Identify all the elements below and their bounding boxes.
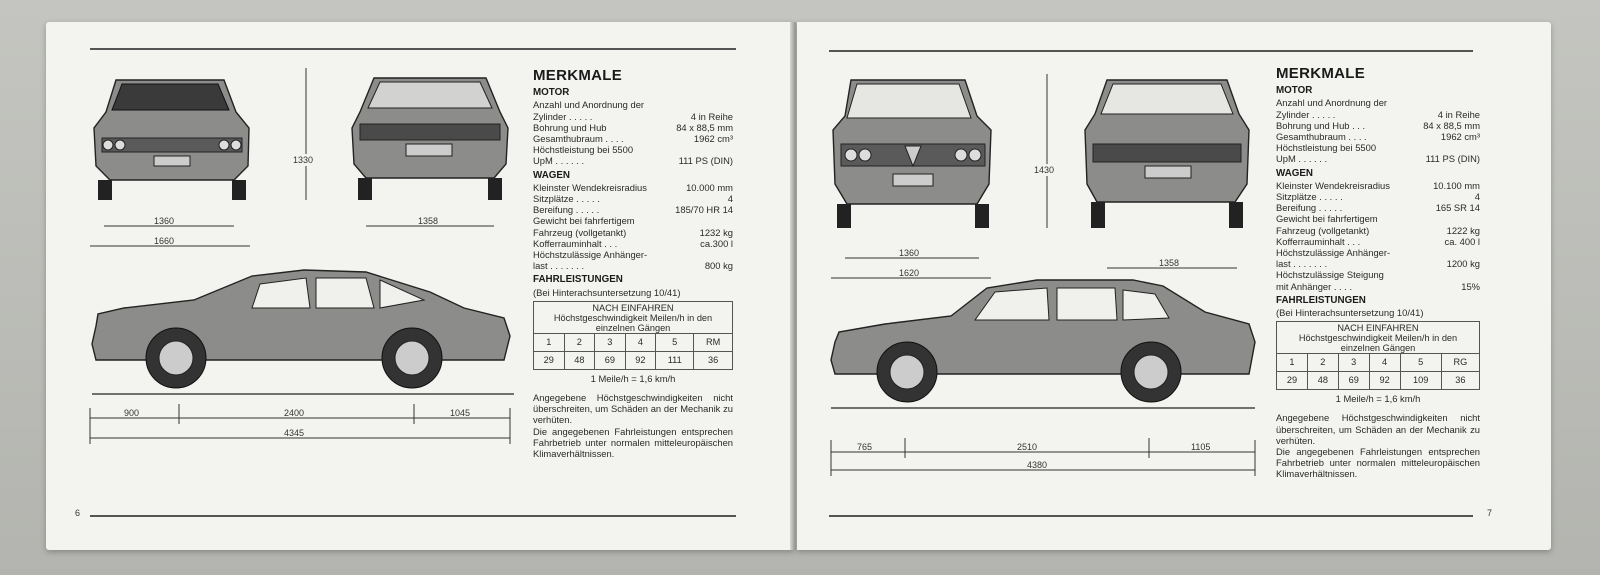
left-page [46, 22, 794, 550]
specs-title: MERKMALE [533, 67, 623, 84]
dim-wheelbase: 2510 [1017, 442, 1038, 452]
spec-row [1276, 97, 1480, 108]
speed-table [533, 301, 733, 370]
spec-row [1276, 269, 1480, 280]
speed-table-header-title: NACH EINFAHREN [1337, 323, 1419, 334]
speed-table-header-caption: Höchstgeschwindigkeit Meilen/h in den einzelnen Gängen [553, 312, 713, 333]
spec-row [1276, 142, 1480, 153]
spec-label: Kleinster Wendekreisradius [1276, 179, 1390, 191]
spec-value: 15% [1461, 280, 1480, 292]
spec-label: last . . . . . . . [1276, 258, 1328, 270]
spec-value: 111 PS (DIN) [678, 155, 733, 167]
speed-cell: 48 [1307, 372, 1338, 390]
dim-front-overhang: 765 [857, 442, 873, 452]
motor-heading: MOTOR [533, 87, 570, 99]
spec-label: Bereifung . . . . . [533, 204, 600, 216]
gear-cell: RG [1441, 354, 1479, 372]
spec-label: Bereifung . . . . . [1276, 202, 1343, 214]
dim-rear-overhang: 1045 [450, 408, 471, 418]
spec-label: Fahrzeug (vollgetankt) [1276, 224, 1370, 236]
spec-label: Kleinster Wendekreisradius [533, 181, 647, 193]
wagen-heading: WAGEN [1276, 167, 1314, 179]
spec-value: 4 [1474, 191, 1480, 203]
gear-cell: 2 [1307, 354, 1338, 372]
speed-cell: 109 [1400, 372, 1441, 390]
dim-height: 1330 [293, 155, 314, 165]
spec-value: 185/70 HR 14 [675, 204, 733, 216]
top-rule [829, 50, 1473, 52]
spec-row [1276, 202, 1480, 213]
spec-value: 111 PS (DIN) [1425, 153, 1480, 165]
mph-conversion: 1 Meile/h = 1,6 km/h [1335, 393, 1421, 405]
spec-row [1276, 281, 1480, 292]
gear-cell: 5 [1400, 354, 1441, 372]
warning-paragraph: Angegebene Höchstgeschwindigkeiten nicht überschreiten, um Schäden an der Mechanik zu verhüten. [1276, 412, 1480, 446]
rear-view [1085, 80, 1249, 228]
spec-label: Zylinder . . . . . [1276, 108, 1336, 120]
spec-label: Anzahl und Anordnung der [533, 99, 645, 111]
dim-rear-track: 1358 [418, 216, 439, 226]
spec-label: Zylinder . . . . . [533, 110, 593, 122]
spec-value: 165 SR 14 [1435, 202, 1480, 214]
speed-cell: 92 [625, 351, 656, 369]
spec-row [533, 99, 733, 110]
speed-table-header [1277, 322, 1480, 354]
spec-label: Anzahl und Anordnung der [1276, 97, 1388, 109]
spec-row [1276, 225, 1480, 236]
wagen-list [1276, 180, 1480, 292]
spec-label: Höchstleistung bei 5500 [1276, 142, 1377, 154]
spec-row [1276, 120, 1480, 131]
spec-value: ca.300 l [700, 237, 733, 249]
spec-row [533, 249, 733, 260]
spec-label: UpM . . . . . . [1276, 153, 1328, 165]
mph-conversion: 1 Meile/h = 1,6 km/h [590, 372, 676, 384]
spec-row [533, 122, 733, 133]
rear-view [352, 78, 508, 200]
wagen-heading: WAGEN [533, 169, 571, 181]
speed-cell: 36 [694, 351, 733, 369]
speed-cell: 48 [564, 351, 595, 369]
spec-row [533, 193, 733, 204]
spec-value: 1962 cm³ [1440, 131, 1480, 143]
speed-cell: 92 [1369, 372, 1400, 390]
climate-paragraph: Die angegebenen Fahrleistungen entsprechen Fahrbetrieb unter normalen mitteleuropäischen Klimaverhältnissen. [533, 425, 733, 460]
speed-cell: 36 [1441, 372, 1479, 390]
specifications [1276, 65, 1480, 480]
spec-row [533, 144, 733, 155]
spec-label: Bohrung und Hub . . . [1276, 119, 1366, 131]
bottom-rule [90, 515, 736, 517]
spec-value: 1962 cm³ [693, 133, 733, 145]
spec-label: last . . . . . . . [533, 260, 585, 272]
front-view [833, 80, 991, 228]
dim-front-overhang: 900 [124, 408, 140, 418]
spec-label: Höchstleistung bei 5500 [533, 144, 634, 156]
dim-front-track: 1360 [899, 248, 920, 258]
spec-row [533, 133, 733, 144]
speed-cell: 29 [1277, 372, 1308, 390]
spec-label: Kofferrauminhalt . . . [533, 237, 618, 249]
gear-cell: 1 [534, 333, 565, 351]
speed-cell: 111 [656, 351, 694, 369]
spec-row [1276, 180, 1480, 191]
spec-label: Höchstzulässige Anhänger- [1276, 247, 1391, 259]
right-page [797, 22, 1551, 550]
side-view [831, 280, 1255, 408]
speed-table [1276, 321, 1480, 390]
gear-cell: 3 [595, 333, 626, 351]
spec-row [533, 111, 733, 122]
spec-row [1276, 247, 1480, 258]
spec-value: 84 x 88,5 mm [1423, 119, 1480, 131]
spec-value [1378, 213, 1480, 224]
spec-row [1276, 258, 1480, 269]
spec-value [647, 249, 733, 260]
spec-row [533, 182, 733, 193]
fahrleistungen-heading: FAHRLEISTUNGEN [533, 274, 623, 286]
spec-value [1387, 97, 1480, 108]
spec-value: 1222 kg [1446, 224, 1480, 236]
gear-cell: 4 [625, 333, 656, 351]
speed-table-header-title: NACH EINFAHREN [592, 302, 674, 313]
climate-paragraph: Die angegebenen Fahrleistungen entsprechen Fahrbetrieb unter normalen mitteleuropäischen Klimaverhältnissen. [1276, 446, 1480, 480]
spec-row [1276, 153, 1480, 164]
motor-list [533, 99, 733, 166]
spec-row [1276, 213, 1480, 224]
spec-label: Gesamthubraum . . . . [533, 133, 624, 145]
spec-row [1276, 131, 1480, 142]
dim-width: 1660 [154, 236, 175, 246]
spec-row [1276, 191, 1480, 202]
spec-label: Sitzplätze . . . . . [1276, 191, 1343, 203]
spec-value [633, 144, 733, 155]
spec-value: 1232 kg [699, 226, 733, 238]
spec-value: 800 kg [704, 260, 733, 272]
alfetta-sedan-drawings [825, 74, 1295, 524]
spec-label: mit Anhänger . . . . [1276, 280, 1353, 292]
specs-title: MERKMALE [1276, 65, 1366, 82]
spec-label: Höchstzulässige Anhänger- [533, 249, 648, 261]
dim-wheelbase: 2400 [284, 408, 305, 418]
spec-value: ca. 400 l [1444, 235, 1480, 247]
spec-label: Kofferrauminhalt . . . [1276, 235, 1361, 247]
spec-value: 4 in Reihe [690, 110, 733, 122]
speed-row [1277, 372, 1480, 390]
page-number: 7 [1487, 508, 1493, 518]
spec-value [635, 215, 733, 226]
front-view [94, 80, 249, 200]
dim-length: 4345 [284, 428, 305, 438]
spec-label: Gewicht bei fahrfertigem [533, 215, 635, 227]
spec-value: 4 [727, 193, 733, 205]
motor-heading: MOTOR [1276, 85, 1313, 97]
speed-cell: 69 [595, 351, 626, 369]
speed-table-header-caption: Höchstgeschwindigkeit Meilen/h in den einzelnen Gängen [1298, 333, 1458, 354]
gear-cell: 3 [1338, 354, 1369, 372]
dim-length: 4380 [1027, 460, 1048, 470]
spec-label: Höchstzulässige Steigung [1276, 269, 1384, 281]
spec-row [533, 155, 733, 166]
spec-label: Bohrung und Hub [533, 121, 607, 133]
wagen-list [533, 182, 733, 272]
speed-cell: 69 [1338, 372, 1369, 390]
spec-label: Sitzplätze . . . . . [533, 193, 600, 205]
specifications [533, 67, 733, 460]
dim-rear-track: 1358 [1159, 258, 1180, 268]
warning-paragraph: Angegebene Höchstgeschwindigkeiten nicht überschreiten, um Schäden an der Mechanik zu verhüten. [533, 392, 733, 426]
spec-value: 1200 kg [1446, 258, 1480, 270]
dim-width: 1620 [899, 268, 920, 278]
spec-row [533, 260, 733, 271]
spec-value [1384, 269, 1480, 280]
top-rule [90, 48, 736, 50]
spec-label: UpM . . . . . . [533, 155, 585, 167]
motor-list [1276, 97, 1480, 164]
axle-ratio-note: (Bei Hinterachsuntersetzung 10/41) [1276, 307, 1424, 319]
spec-row [533, 238, 733, 249]
spec-label: Fahrzeug (vollgetankt) [533, 226, 627, 238]
page-number: 6 [75, 508, 81, 518]
gear-row [534, 333, 733, 351]
spec-row [533, 227, 733, 238]
spec-value [1376, 142, 1480, 153]
spec-row [1276, 109, 1480, 120]
spec-value: 84 x 88,5 mm [676, 121, 733, 133]
dim-height: 1430 [1034, 165, 1055, 175]
spec-row [533, 215, 733, 226]
speed-cell: 29 [534, 351, 565, 369]
dim-rear-overhang: 1105 [1191, 442, 1211, 452]
spec-value [1390, 247, 1480, 258]
fahrleistungen-heading: FAHRLEISTUNGEN [1276, 294, 1366, 306]
speed-table-header [534, 301, 733, 333]
gear-row [1277, 354, 1480, 372]
axle-ratio-note: (Bei Hinterachsuntersetzung 10/41) [533, 286, 681, 298]
spec-label: Gesamthubraum . . . . [1276, 131, 1367, 143]
gear-cell: 2 [564, 333, 595, 351]
spec-value: 10.000 mm [686, 181, 733, 193]
side-view [92, 270, 514, 394]
spec-label: Gewicht bei fahrfertigem [1276, 213, 1378, 225]
dim-front-track: 1360 [154, 216, 175, 226]
spec-value: 4 in Reihe [1437, 108, 1480, 120]
spec-row [1276, 236, 1480, 247]
spec-value [644, 99, 733, 110]
gear-cell: 5 [656, 333, 694, 351]
spec-value: 10.100 mm [1433, 179, 1480, 191]
spec-row [533, 204, 733, 215]
gear-cell: 4 [1369, 354, 1400, 372]
speed-row [534, 351, 733, 369]
alfetta-gt-drawings [84, 68, 564, 508]
gear-cell: 1 [1277, 354, 1308, 372]
gear-cell: RM [694, 333, 733, 351]
